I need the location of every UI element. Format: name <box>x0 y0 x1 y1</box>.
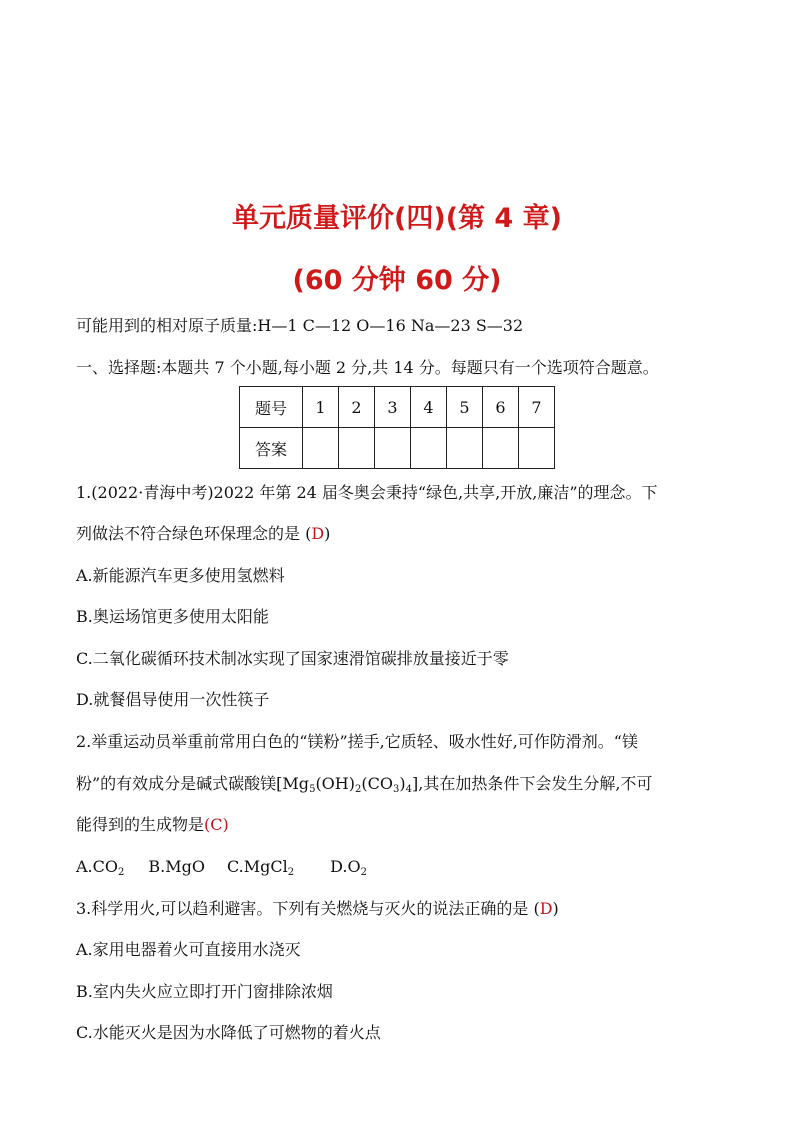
q2-subscript: 2 <box>355 784 362 795</box>
q2-line3 <box>76 815 229 835</box>
answer-cell[interactable] <box>339 428 375 469</box>
q2-text: ) <box>399 774 406 793</box>
answer-table <box>239 386 555 469</box>
q1-option-a: A.新能源汽车更多使用氢燃料 <box>76 566 285 585</box>
q2-text: 粉”的有效成分是碱式碳酸镁[Mg <box>76 774 310 793</box>
page-title: 单元质量评价(四)(第 4 章) <box>232 203 562 234</box>
q1-close: ) <box>324 524 331 543</box>
q2-option-d-sub: 2 <box>360 867 367 878</box>
q2-close: ) <box>222 815 229 834</box>
q2-options <box>76 857 367 877</box>
q2-option-d-text: D.O <box>330 857 361 876</box>
q2-text: (CO <box>361 774 393 793</box>
q3-option-a: A.家用电器着火可直接用水浇灭 <box>76 940 301 959</box>
answer-cell[interactable] <box>519 428 555 469</box>
question-number: 2 <box>339 387 375 428</box>
question-number: 5 <box>447 387 483 428</box>
question-number: 7 <box>519 387 555 428</box>
q2-option-c-sub: 2 <box>287 867 295 878</box>
atomic-masses: 可能用到的相对原子质量:H—1 C—12 O—16 Na—23 S—32 <box>76 316 524 335</box>
q3-option-b: B.室内失火应立即打开门窗排除浓烟 <box>76 982 333 1001</box>
q2-subscript: 4 <box>405 784 412 795</box>
q2-option-c <box>227 857 294 876</box>
row-label-answer: 答案 <box>240 428 303 469</box>
question-number: 6 <box>483 387 519 428</box>
q2-open: ( <box>204 815 211 834</box>
q2-text: 能得到的生成物是 <box>76 815 205 834</box>
q2-text: ],其在加热条件下会发生分解,不可 <box>411 774 653 793</box>
q1-option-b: B.奥运场馆更多使用太阳能 <box>76 607 269 626</box>
question-number: 1 <box>303 387 339 428</box>
q2-text: (OH) <box>315 774 355 793</box>
q2-line1: 2.举重运动员举重前常用白色的“镁粉”搓手,它质轻、吸水性好,可作防滑剂。“镁 <box>76 732 638 751</box>
q2-option-a-sub: 2 <box>118 867 125 878</box>
q3-option-c: C.水能灭火是因为水降低了可燃物的着火点 <box>76 1023 381 1042</box>
q1-stem-text: 列做法不符合绿色环保理念的是 ( <box>76 524 312 543</box>
answer-cell[interactable] <box>375 428 411 469</box>
q2-option-c-text: C.MgCl <box>226 857 288 876</box>
q2-option-a <box>76 857 124 876</box>
question-number: 3 <box>375 387 411 428</box>
answer-cell[interactable] <box>447 428 483 469</box>
q1-answer: D <box>311 524 325 543</box>
q2-subscript: 5 <box>309 784 316 795</box>
q1-option-d: D.就餐倡导使用一次性筷子 <box>76 690 270 709</box>
q1-stem-line2 <box>76 524 330 544</box>
table-row <box>240 387 555 428</box>
table-row <box>240 428 555 469</box>
q3-stem-text: 3.科学用火,可以趋利避害。下列有关燃烧与灭火的说法正确的是 ( <box>76 899 540 918</box>
page-subtitle: (60 分钟 60 分) <box>292 265 502 296</box>
q2-answer: C <box>210 815 223 834</box>
q2-option-b: B.MgO <box>148 857 205 876</box>
q2-option-d <box>330 857 367 876</box>
q1-option-c: C.二氧化碳循环技术制冰实现了国家速滑馆碳排放量接近于零 <box>76 649 509 668</box>
q2-option-a-text: A.CO <box>76 857 118 876</box>
q1-stem-line1: 1.(2022·青海中考)2022 年第 24 届冬奥会秉持“绿色,共享,开放,廉洁”的理念。下 <box>76 483 658 502</box>
answer-cell[interactable] <box>483 428 519 469</box>
question-number: 4 <box>411 387 447 428</box>
section-heading: 一、选择题:本题共 7 个小题,每小题 2 分,共 14 分。每题只有一个选项符合题意。 <box>76 358 659 377</box>
q3-close: ) <box>552 899 559 918</box>
q2-subscript: 3 <box>392 784 400 795</box>
q2-line2 <box>76 774 652 794</box>
q3-stem <box>76 899 559 919</box>
q3-answer: D <box>539 899 553 918</box>
row-label-question: 题号 <box>240 387 303 428</box>
answer-cell[interactable] <box>303 428 339 469</box>
answer-cell[interactable] <box>411 428 447 469</box>
